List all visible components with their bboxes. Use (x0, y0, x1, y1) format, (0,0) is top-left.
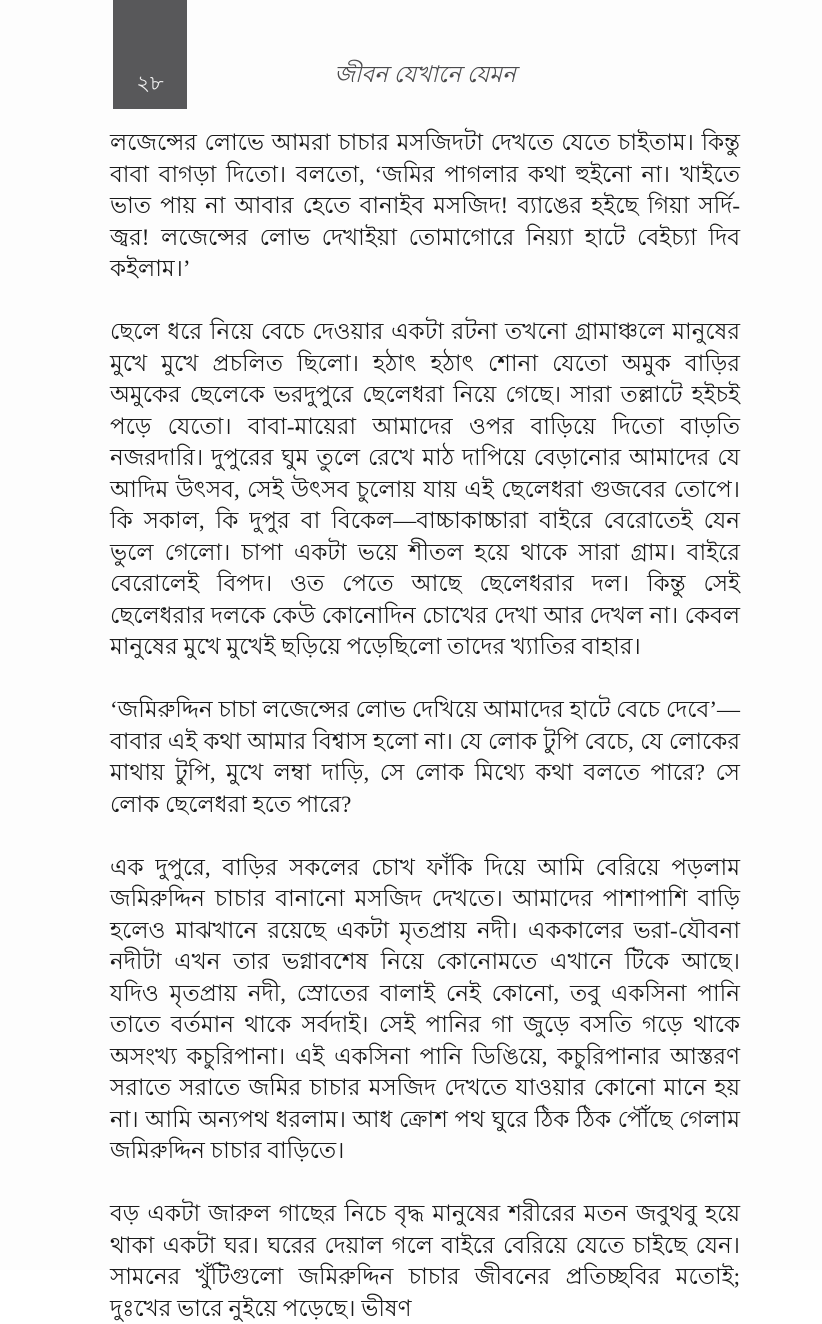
page-number: ২৮ (136, 71, 164, 95)
paragraph-4: এক দুপুরে, বাড়ির সকলের চোখ ফাঁকি দিয়ে আমি বেরিয়ে পড়লাম জমিরুদ্দিন চাচার বানানো মসজিদ দেখতে। আমাদের পাশাপাশি বাড়ি হলেও মাঝখানে রয়েছে একটা মৃতপ্রায় নদী। এককালের ভরা-যৌবনা নদীটা এখন তার ভগ্নাবশেষ নিয়ে কোনোমতে এখানে টিকে আছে। যদিও মৃতপ্রায় নদী, স্রোতের বালাই নেই কোনো, তবু একসিনা পানি তাতে বর্তমান থাকে সর্বদাই। সেই পানির গা জুড়ে বসতি গড়ে থাকে অসংখ্য কচুরিপানা। এই একসিনা পানি ডিঙিয়ে, কচুরিপানার আস্তরণ সরাতে সরাতে জমির চাচার মসজিদ দেখতে যাওয়ার কোনো মানে হয় না। আমি অন্যপথ ধরলাম। আধ ক্রোশ পথ ঘুরে ঠিক ঠিক পৌঁছে গেলাম জমিরুদ্দিন চাচার বাড়িতে। (110, 854, 740, 1163)
running-header-title: জীবন যেখানে যেমন (334, 62, 516, 87)
paragraph-1: লজেন্সের লোভে আমরা চাচার মসজিদটা দেখতে যেতে চাইতাম। কিন্তু বাবা বাগড়া দিতো। বলতো, ‘জমির পাগলার কথা হুইনো না। খাইতে ভাত পায় না আবার হেতে বানাইব মসজিদ! ব্যাঙের হইছে গিয়া সর্দি-জ্বর! লজেন্সের লোভ দেখাইয়া তোমাগোরে নিয়্যা হাটে বেইচ্যা দিব কইলাম।’ (110, 130, 740, 281)
page-body (110, 127, 740, 1324)
paragraph-2: ছেলে ধরে নিয়ে বেচে দেওয়ার একটা রটনা তখনো গ্রামাঞ্চলে মানুষের মুখে মুখে প্রচলিত ছিলো। হঠাৎ হঠাৎ শোনা যেতো অমুক বাড়ির অমুকের ছেলেকে ভরদুপুরে ছেলেধরা নিয়ে গেছে। সারা তল্লাটে হইচই পড়ে যেতো। বাবা-মায়েরা আমাদের ওপর বাড়িয়ে দিতো বাড়তি নজরদারি। দুপুরের ঘুম তুলে রেখে মাঠ দাপিয়ে বেড়ানোর আমাদের যে আদিম উৎসব, সেই উৎসব চুলোয় যায় এই ছেলেধরা গুজবের তোপে। কি সকাল, কি দুপুর বা বিকেল—বাচ্চাকাচ্চারা বাইরে বেরোতেই যেন ভুলে গেলো। চাপা একটা ভয়ে শীতল হয়ে থাকে সারা গ্রাম। বাইরে বেরোলেই বিপদ। ওত পেতে আছে ছেলেধরার দল। কিন্তু সেই ছেলেধরার দলকে কেউ কোনোদিন চোখের দেখা আর দেখল না। কেবল মানুষের মুখে মুখেই ছড়িয়ে পড়েছিলো তাদের খ্যাতির বাহার। (110, 319, 740, 659)
paragraph-5: বড় একটা জারুল গাছের নিচে বৃদ্ধ মানুষের শরীরের মতন জবুথবু হয়ে থাকা একটা ঘর। ঘরের দেয়াল গলে বাইরে বেরিয়ে যেতে চাইছে যেন। সামনের খুঁটিগুলো জমিরুদ্দিন চাচার জীবনের প্রতিচ্ছবির মতোই; দুঃখের ভারে নুইয়ে পড়েছে। ভীষণ (110, 1201, 740, 1321)
page-number-box (113, 0, 187, 109)
paragraph-3: ‘জমিরুদ্দিন চাচা লজেন্সের লোভ দেখিয়ে আমাদের হাটে বেচে দেবে’—বাবার এই কথা আমার বিশ্বাস হলো না। যে লোক টুপি বেচে, যে লোকের মাথায় টুপি, মুখে লম্বা দাড়ি, সে লোক মিথ্যে কথা বলতে পারে? সে লোক ছেলেধরা হতে পারে? (110, 697, 740, 817)
